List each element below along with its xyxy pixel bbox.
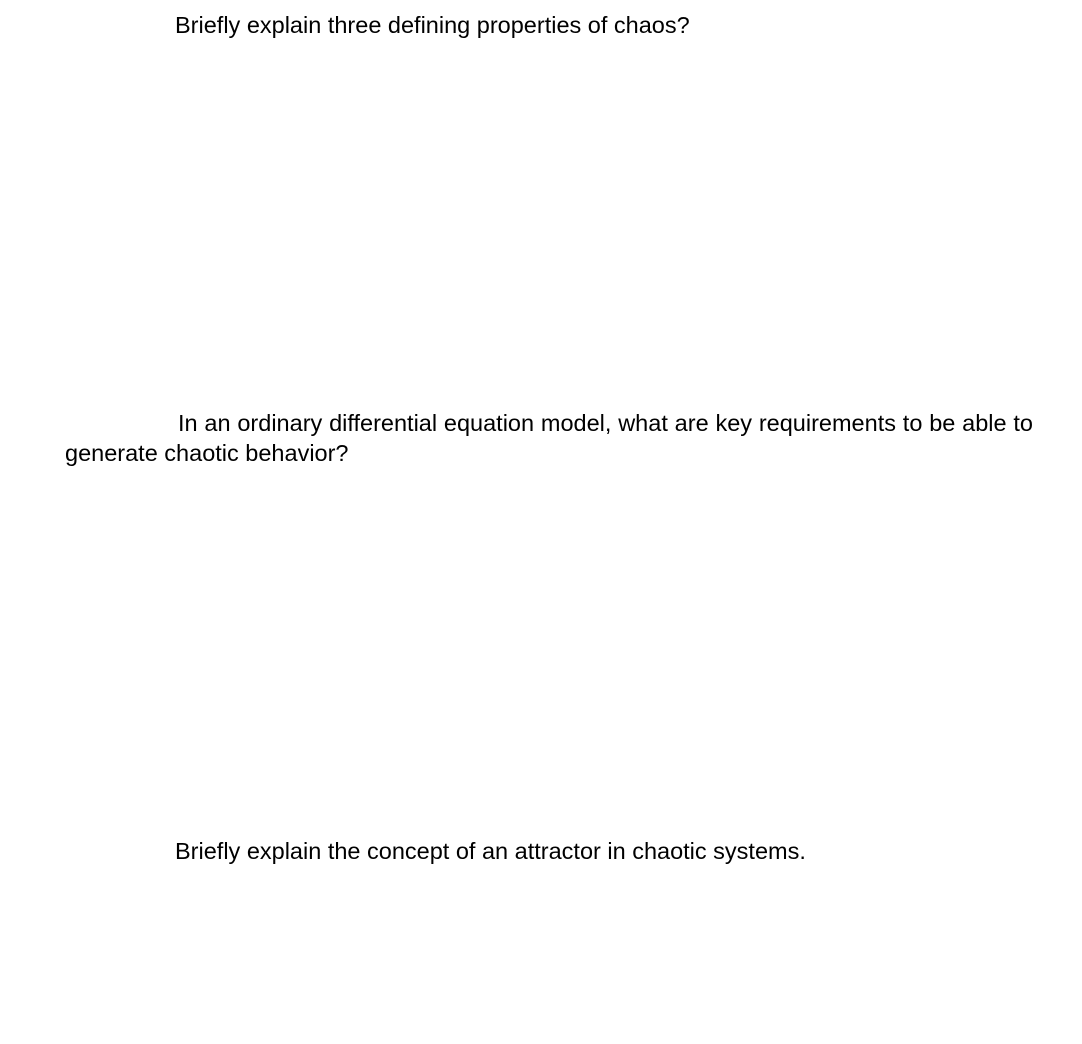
question-1-text: Briefly explain three defining properties of chaos? xyxy=(175,12,690,38)
question-3-text: Briefly explain the concept of an attractor in chaotic systems. xyxy=(175,838,806,864)
question-2-text: In an ordinary differential equation model, what are key requirements to be able to generate chaotic behavior? xyxy=(65,410,1033,466)
